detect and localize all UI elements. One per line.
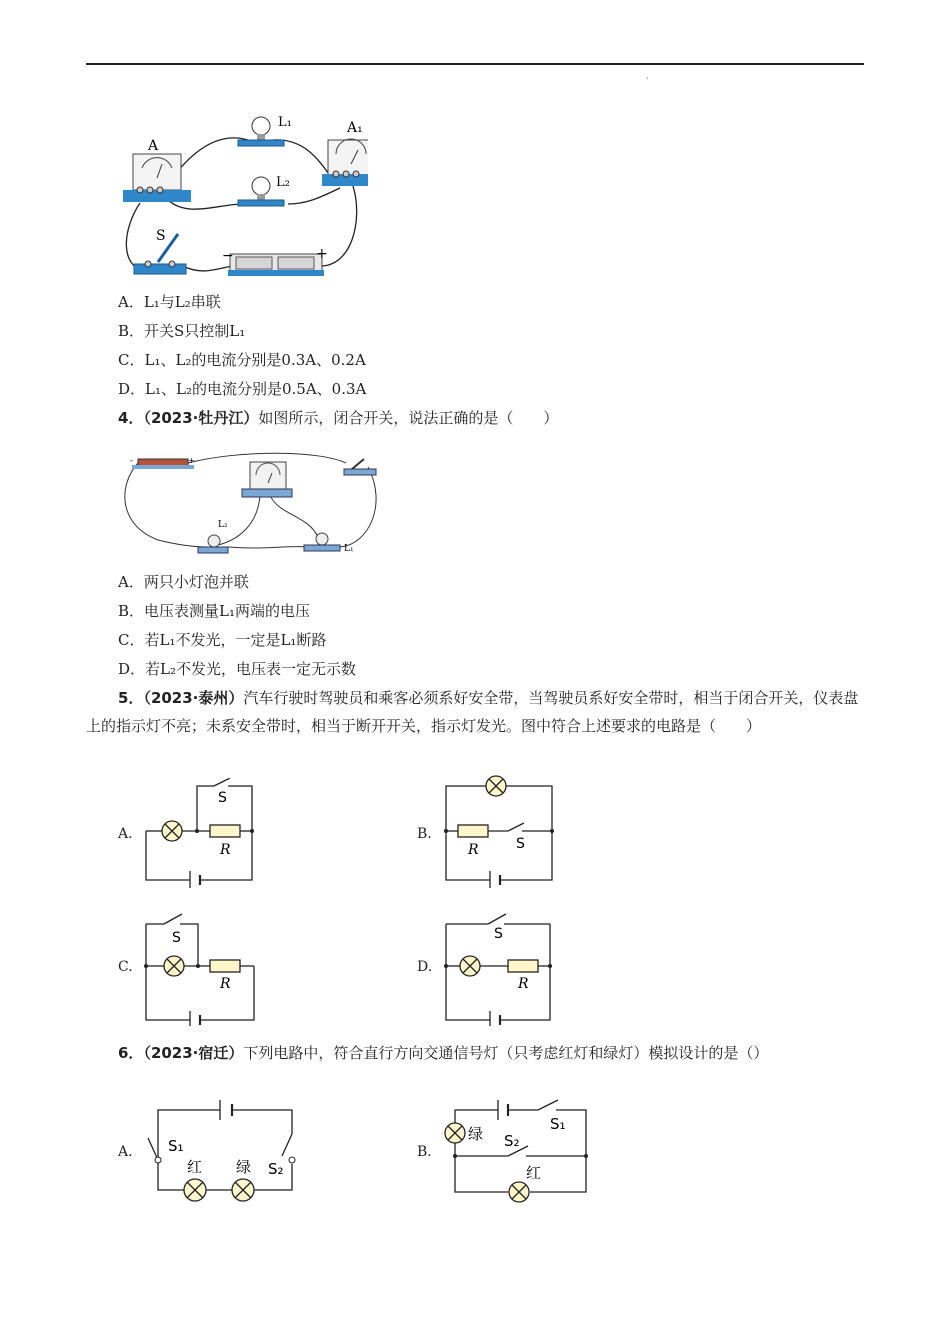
q5-text-rest: 开关，仪表盘上的指示灯不亮；未系安全带时，相当于断开开关，指示灯发光。图中符合上述要求的电路是（ ） xyxy=(86,689,859,735)
switch-label: S xyxy=(218,790,227,806)
label-minus: − xyxy=(222,248,234,264)
header-rule xyxy=(86,63,864,65)
s1-label: S₁ xyxy=(168,1137,184,1155)
q4-option-a[interactable]: A．两只小灯泡并联 xyxy=(118,573,249,591)
red-label: 红 xyxy=(187,1158,203,1176)
red-label: 红 xyxy=(526,1164,542,1182)
svg-text:-: - xyxy=(130,456,133,465)
q5-option-d-letter[interactable]: D. xyxy=(417,959,433,975)
q6-text-rest: ） xyxy=(753,1044,769,1062)
svg-text:+: + xyxy=(188,456,195,465)
q3-option-b[interactable]: B．开关S只控制L₁ xyxy=(118,322,246,340)
q6-option-b-letter[interactable]: B. xyxy=(417,1144,432,1160)
q5-source: （2023·泰州） xyxy=(143,689,244,707)
lamp-l2-icon xyxy=(198,535,228,553)
q3-circuit-figure xyxy=(118,108,368,280)
switch-label: S xyxy=(494,926,503,942)
q5-option-a-circuit[interactable] xyxy=(140,778,260,888)
switch-icon xyxy=(344,459,376,475)
resistor-label: R xyxy=(220,842,231,858)
switch-label: S xyxy=(516,836,525,852)
resistor-label: R xyxy=(518,976,529,992)
s1-label: S₁ xyxy=(550,1115,566,1133)
q3-option-c[interactable]: C．L₁、L₂的电流分别是0.3A、0.2A xyxy=(118,351,366,369)
q4-option-d[interactable]: D．若L₂不发光，电压表一定无示数 xyxy=(118,660,357,678)
label-plus: + xyxy=(316,246,328,262)
q4-option-b[interactable]: B．电压表测量L₁两端的电压 xyxy=(118,602,310,620)
q5-option-b-circuit[interactable] xyxy=(440,772,560,888)
q6-number: 6． xyxy=(118,1044,144,1062)
q6-source: （2023·宿迁） xyxy=(143,1044,244,1062)
q5-text-line1: 汽车行驶时驾驶员和乘客必须系好安全带，当驾驶员系好安全带时，相当于闭合 xyxy=(243,689,769,707)
label-a: A xyxy=(148,138,159,154)
q6-option-a-circuit[interactable] xyxy=(140,1096,310,1206)
q6-option-b-circuit[interactable] xyxy=(440,1096,600,1206)
q6-option-a-letter[interactable]: A. xyxy=(118,1144,133,1160)
label-s: S xyxy=(156,228,166,244)
q5-option-c-letter[interactable]: C. xyxy=(118,959,133,975)
label-a1: A₁ xyxy=(347,120,363,136)
battery-icon xyxy=(132,459,194,469)
q3-option-d[interactable]: D．L₁、L₂的电流分别是0.5A、0.3A xyxy=(118,380,367,398)
green-label: 绿 xyxy=(468,1125,484,1143)
label-l2: L₂ xyxy=(218,520,228,530)
q5-option-b-letter[interactable]: B. xyxy=(417,826,432,842)
battery-icon xyxy=(228,254,324,276)
s2-label: S₂ xyxy=(504,1132,520,1150)
q6-text-line1: 下列电路中，符合直行方向交通信号灯（只考虑红灯和绿灯）模拟设计的是（ xyxy=(243,1044,754,1062)
label-l2: L₂ xyxy=(276,175,290,190)
q4-option-c[interactable]: C．若L₁不发光，一定是L₁断路 xyxy=(118,631,327,649)
resistor-label: R xyxy=(468,842,479,858)
q5-number: 5． xyxy=(118,689,144,707)
q5-option-d-circuit[interactable] xyxy=(440,906,560,1026)
q4-stem xyxy=(118,408,558,428)
q5-option-a-letter[interactable]: A. xyxy=(118,826,133,842)
q4-source: （2023·牡丹江） xyxy=(143,409,259,427)
q4-number: 4． xyxy=(118,409,144,427)
ammeter-a-icon xyxy=(123,154,191,202)
header-mark: ' xyxy=(646,76,649,85)
green-label: 绿 xyxy=(236,1158,252,1176)
label-l1: L₁ xyxy=(278,115,292,130)
s2-label: S₂ xyxy=(268,1160,284,1178)
lamp-l1-icon xyxy=(304,533,340,551)
q4-text: 如图所示，闭合开关，说法正确的是（ ） xyxy=(258,409,559,427)
resistor-label: R xyxy=(220,976,231,992)
q5-option-c-circuit[interactable] xyxy=(140,906,260,1026)
q5-stem xyxy=(86,684,866,740)
q3-option-a[interactable]: A．L₁与L₂串联 xyxy=(118,293,221,311)
voltmeter-icon xyxy=(242,462,292,497)
q6-stem xyxy=(86,1039,866,1067)
q4-circuit-figure xyxy=(118,445,388,563)
ammeter-a1-icon xyxy=(322,139,368,186)
switch-label: S xyxy=(172,930,181,946)
label-l1: L₁ xyxy=(344,544,354,554)
